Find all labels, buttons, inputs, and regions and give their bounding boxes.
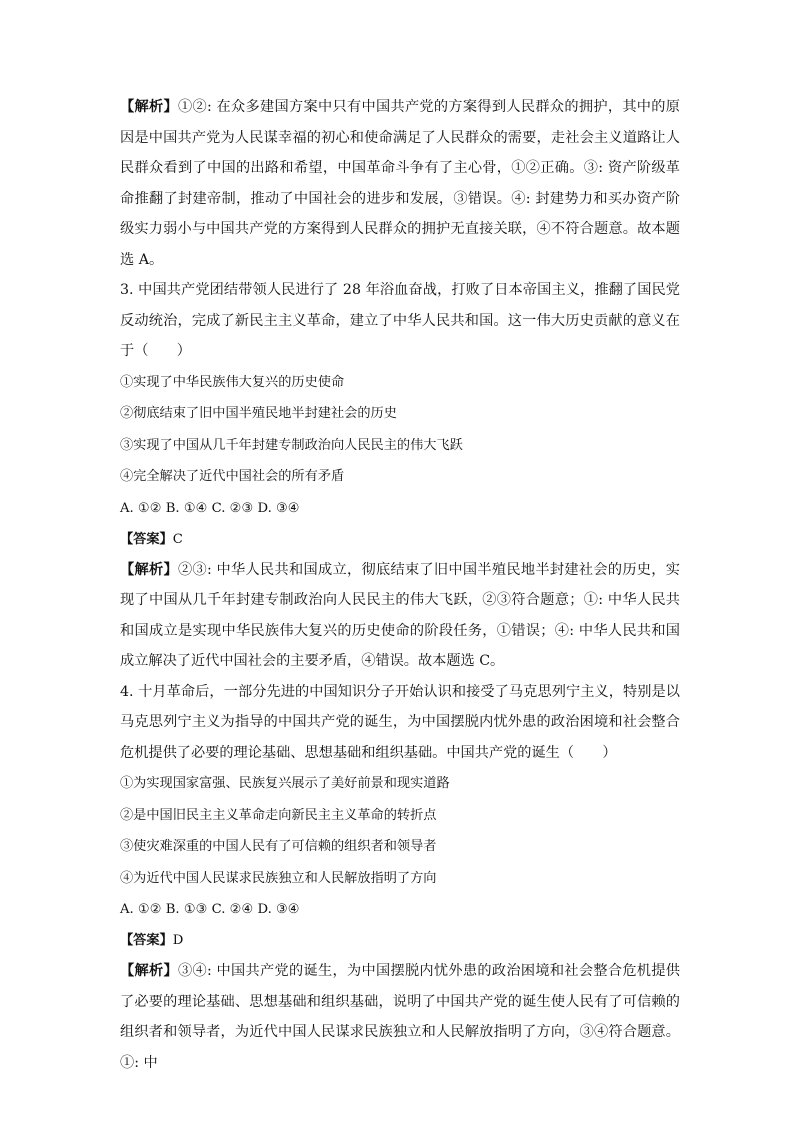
section-tag: 【答案】 xyxy=(120,933,173,948)
paragraph-1 xyxy=(120,275,680,367)
block-text: ②彻底结束了旧中国半殖民地半封建社会的历史 xyxy=(120,406,397,421)
choice-line-15 xyxy=(120,925,680,956)
block-text: ④完全解决了近代中国社会的所有矛盾 xyxy=(120,469,345,484)
block-text: ④为近代中国人民谋求民族独立和人民解放指明了方向 xyxy=(120,870,437,886)
block-text: ①为实现国家富强、民族复兴展示了美好前景和现实道路 xyxy=(120,776,450,791)
choice-line-7 xyxy=(120,524,680,555)
option-statement-13 xyxy=(120,863,680,895)
block-text: ③④: 中国共产党的诞生，为中国摆脱内忧外患的政治困境和社会整合危机提供了必要的理论基础、思想基础和组织基础，说明了中国共产党的诞生使人民有了可信赖的组织者和领导者，为近代中国人民谋求民族独立和人民解放指明了方向，③④符合题意。①: 中 xyxy=(120,963,680,1071)
paragraph-8 xyxy=(120,555,680,677)
block-text: ②是中国旧民主主义革命走向新民主主义革命的转折点 xyxy=(120,807,437,823)
block-text: D xyxy=(172,933,184,948)
block-text: ①实现了中华民族伟大复兴的历史使命 xyxy=(120,374,345,390)
option-statement-11 xyxy=(120,800,680,832)
section-tag: 【解析】 xyxy=(120,561,178,578)
section-tag: 【答案】 xyxy=(120,531,173,547)
block-text: 3. 中国共产党团结带领人民进行了 28 年浴血奋战，打败了日本帝国主义，推翻了国民党反动统治，完成了新民主主义革命，建立了中华人民共和国。这一伟大历史贡献的意义在于（ ） xyxy=(120,282,680,359)
block-text: ③使灾难深重的中国人民有了可信赖的组织者和领导者 xyxy=(120,839,437,854)
paragraph-16 xyxy=(120,956,680,1078)
option-statement-3 xyxy=(120,398,680,430)
option-statement-10 xyxy=(120,768,680,800)
block-text: C xyxy=(172,531,183,547)
section-tag: 【解析】 xyxy=(120,963,178,979)
option-statement-2 xyxy=(120,367,680,399)
option-statement-4 xyxy=(120,430,680,462)
block-text: 4. 十月革命后，一部分先进的中国知识分子开始认识和接受了马克思列宁主义，特别是以马克思列宁主义为指导的中国共产党的诞生，为中国摆脱内忧外患的政治困境和社会整合危机提供了必要的理论基础、思想基础和组织基础。中国共产党的诞生（ ） xyxy=(120,683,680,761)
block-text: A. ①② B. ①④ C. ②③ D. ③④ xyxy=(120,500,300,516)
paragraph-9 xyxy=(120,677,680,769)
paragraph-0 xyxy=(120,92,680,275)
section-tag: 【解析】 xyxy=(120,99,178,115)
block-text: ③实现了中国从几千年封建专制政治向人民民主的伟大飞跃 xyxy=(120,437,463,453)
choice-line-14 xyxy=(120,894,680,925)
choice-line-6 xyxy=(120,493,680,524)
option-statement-5 xyxy=(120,461,680,493)
block-text: A. ①② B. ①③ C. ②④ D. ③④ xyxy=(120,902,300,917)
document-page xyxy=(120,92,680,1078)
option-statement-12 xyxy=(120,831,680,863)
block-text: ①②: 在众多建国方案中只有中国共产党的方案得到人民群众的拥护，其中的原因是中国共产党为人民谋幸福的初心和使命满足了人民群众的需要，走社会主义道路让人民群众看到了中国的出路和希望，中国革命斗争有了主心骨，①②正确。③: 资产阶级革命推翻了封建帝制，推动了中国社会的进步和发展，③错误。④: 封建势力和买办资产阶级实力弱小与中国共产党的方案得到人民群众的拥护无直接关联，④不符合题意。故本题选 A。 xyxy=(120,99,680,268)
block-text: ②③: 中华人民共和国成立，彻底结束了旧中国半殖民地半封建社会的历史，实现了中国从几千年封建专制政治向人民民主的伟大飞跃，②③符合题意；①: 中华人民共和国成立是实现中华民族伟大复兴的历史使命的阶段任务，①错误；④: 中华人民共和国成立解决了近代中国社会的主要矛盾，④错误。故本题选 C。 xyxy=(120,561,680,669)
